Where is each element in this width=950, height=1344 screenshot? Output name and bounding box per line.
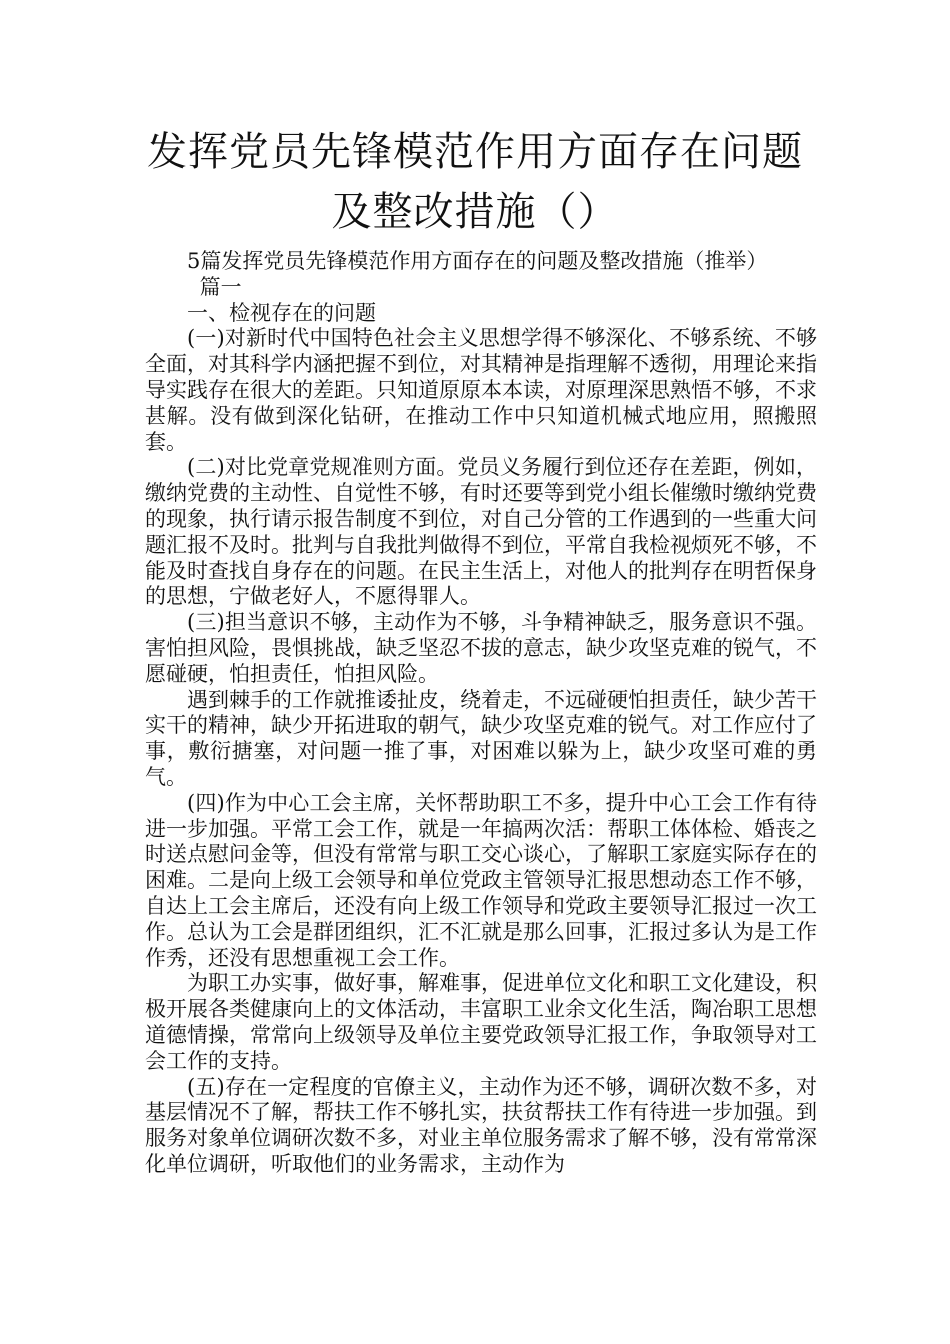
- section-heading: 一、检视存在的问题: [187, 300, 376, 325]
- body-paragraph: (四)作为中心工会主席，关怀帮助职工不多，提升中心工会工作有待进一步加强。平常工会工作，就是一年搞两次活：帮职工体体检、婚丧之时送点慰问金等，但没有常常与职工交心谈心，了解职工家庭实际存在的困难。二是向上级工会领导和单位党政主管领导汇报思想动态工作不够，自达上工会主席后，还没有向上级工作领导和党政主要领导汇报过一次工作。总认为工会是群团组织，汇不汇就是那么回事，汇报过多认为是工作作秀，还没有思想重视工会工作。: [145, 790, 817, 970]
- document-body: [145, 249, 817, 1178]
- body-paragraph: 遇到棘手的工作就推诿扯皮，绕着走，不远碰硬怕担责任，缺少苦干实干的精神，缺少开拓进取的朝气，缺少攻坚克难的锐气。对工作应付了事，敷衍搪塞，对问题一推了事，对困难以躲为上，缺少攻坚可难的勇气。: [145, 687, 817, 789]
- body-paragraph: (三)担当意识不够，主动作为不够，斗争精神缺乏，服务意识不强。害怕担风险，畏惧挑战，缺乏坚忍不拔的意志，缺少攻坚克难的锐气，不愿碰硬，怕担责任，怕担风险。: [145, 610, 817, 686]
- body-paragraph: 为职工办实事，做好事，解难事，促进单位文化和职工文化建设，积极开展各类健康向上的文体活动，丰富职工业余文化生活，陶冶职工思想道德情操，常常向上级领导及单位主要党政领导汇报工作，争取领导对工会工作的支持。: [145, 971, 817, 1073]
- body-paragraph: (一)对新时代中国特色社会主义思想学得不够深化、不够系统、不够全面，对其科学内涵把握不到位，对其精神是指理解不透彻，用理论来指导实践存在很大的差距。只知道原原本本读，对原理深思熟悟不够，不求甚解。没有做到深化钻研，在推动工作中只知道机械式地应用，照搬照套。: [145, 326, 817, 454]
- intro-paragraph: 5篇发挥党员先锋模范作用方面存在的问题及整改措施（推举）: [187, 249, 768, 273]
- body-paragraph: (二)对比党章党规准则方面。党员义务履行到位还存在差距，例如，缴纳党费的主动性、自觉性不够，有时还要等到党小组长催缴时缴纳党费的现象，执行请示报告制度不到位，对自己分管的工作遇到的一些重大问题汇报不及时。批判与自我批判做得不到位，平常自我检视烦死不够，不能及时查找自身存在的问题。在民主生活上，对他人的批判存在明哲保身的思想，宁做老好人，不愿得罪人。: [145, 455, 817, 609]
- section-label: 篇一: [199, 274, 242, 299]
- body-paragraph: (五)存在一定程度的官僚主义，主动作为还不够，调研次数不多，对基层情况不了解，帮扶工作不够扎实，扶贫帮扶工作有待进一步加强。到服务对象单位调研次数不多，对业主单位服务需求了解不够，没有常常深化单位调研，听取他们的业务需求，主动作为: [145, 1074, 817, 1176]
- document-title: 发挥党员先锋模范作用方面存在问题及整改措施（）: [147, 129, 803, 235]
